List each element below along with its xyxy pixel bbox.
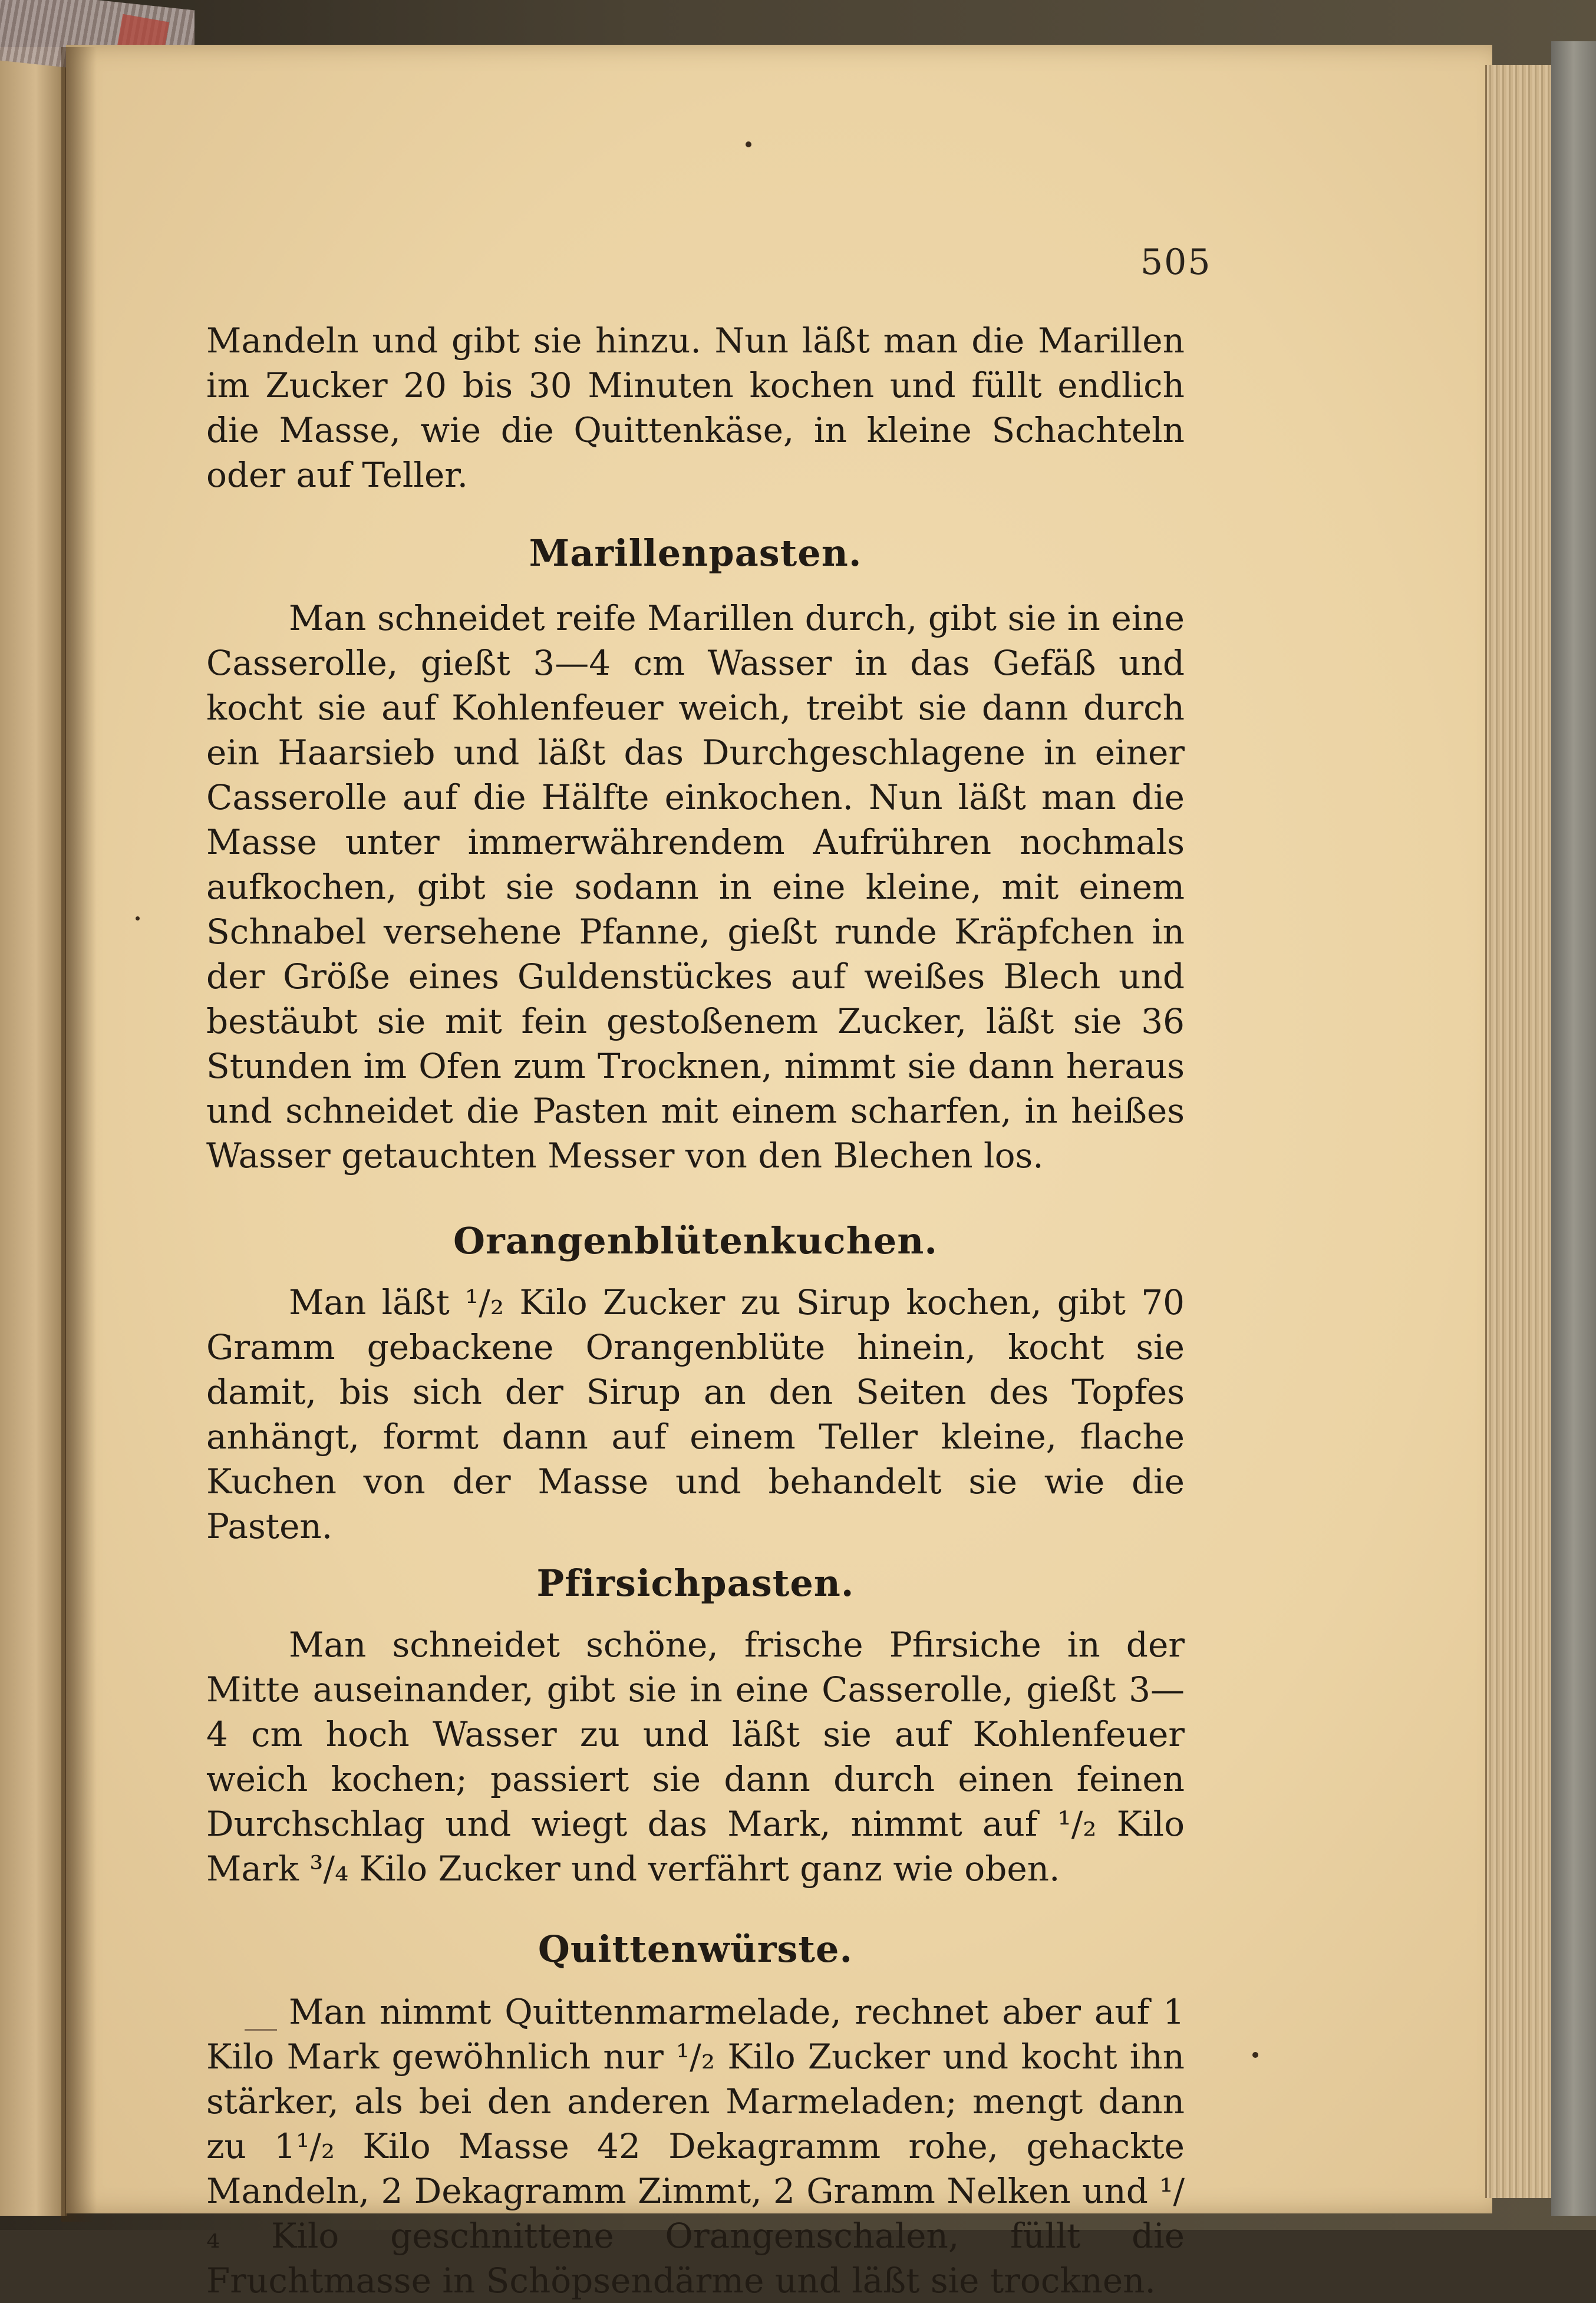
paper-speck	[746, 141, 751, 147]
left-facing-page	[0, 47, 67, 2216]
heading-orangenbluetenkuchen: Orangenblütenkuchen.	[453, 1219, 938, 1262]
paragraph-continuation: Mandeln und gibt sie hinzu. Nun läßt man die Marillen im Zucker 20 bis 30 Minuten kochen und füllt endlich die Masse, wie die Quittenkäse, in kleine Schachteln oder auf Teller.	[206, 321, 1185, 495]
heading-marillenpasten: Marillenpasten.	[529, 532, 862, 575]
heading-quittenwuerste: Quittenwürste.	[538, 1928, 853, 1971]
paper-speck	[1252, 2052, 1258, 2058]
spine-shadow	[61, 47, 97, 2222]
paragraph-pfirsichpasten: Man schneidet schöne, frische Pfirsiche in der Mitte auseinander, gibt sie in eine Casserolle, gießt 3—4 cm hoch Wasser zu und läßt sie auf Kohlenfeuer weich kochen; passiert sie dann durch einen feinen Durchschlag und wiegt das Mark, nimmt auf ¹/₂ Kilo Mark ³/₄ Kilo Zucker und verfährt ganz wie oben.	[206, 1625, 1185, 1889]
page-stack-edge	[1485, 65, 1553, 2198]
heading-pfirsichpasten: Pfirsichpasten.	[536, 1562, 855, 1605]
page-number: 505	[1140, 242, 1212, 283]
page-text	[206, 318, 1185, 2303]
cover-edge	[1551, 41, 1596, 2216]
paragraph-marillenpasten: Man schneidet reife Marillen durch, gibt sie in eine Casserolle, gießt 3—4 cm Wasser in das Gefäß und kocht sie auf Kohlenfeuer weich, treibt sie dann durch ein Haarsieb und läßt das Durchgeschlagene in einer Casserolle auf die Hälfte einkochen. Nun läßt man die Masse unter immerwährendem Aufrühren nochmals aufkochen, gibt sie sodann in eine kleine, mit einem Schnabel versehene Pfanne, gießt runde Kräpfchen in der Größe eines Guldenstückes auf weißes Blech und bestäubt sie mit fein gestoßenem Zucker, läßt sie 36 Stunden im Ofen zum Trocknen, nimmt sie dann heraus und schneidet die Pasten mit einem scharfen, in heißes Wasser getauchten Messer von den Blechen los.	[206, 598, 1185, 1176]
paper-speck	[136, 916, 140, 920]
paragraph-orangenbluetenkuchen: Man läßt ¹/₂ Kilo Zucker zu Sirup kochen, gibt 70 Gramm gebackene Orangenblüte hinein, kocht sie damit, bis sich der Sirup an den Seiten des Topfes anhängt, formt dann auf einem Teller kleine, flache Kuchen von der Masse und behandelt sie wie die Pasten.	[206, 1282, 1185, 1546]
paper-mark	[245, 2029, 277, 2031]
paragraph-quittenwuerste: Man nimmt Quittenmarmelade, rechnet aber auf 1 Kilo Mark gewöhnlich nur ¹/₂ Kilo Zucker und kocht ihn stärker, als bei den anderen Marmeladen; mengt dann zu 1¹/₂ Kilo Masse 42 Dekagramm rohe, gehackte Mandeln, 2 Dekagramm Zimmt, 2 Gramm Nelken und ¹/₄ Kilo geschnittene Orangenschalen, füllt die Fruchtmasse in Schöpsendärme und läßt sie trocknen.	[206, 1992, 1185, 2301]
